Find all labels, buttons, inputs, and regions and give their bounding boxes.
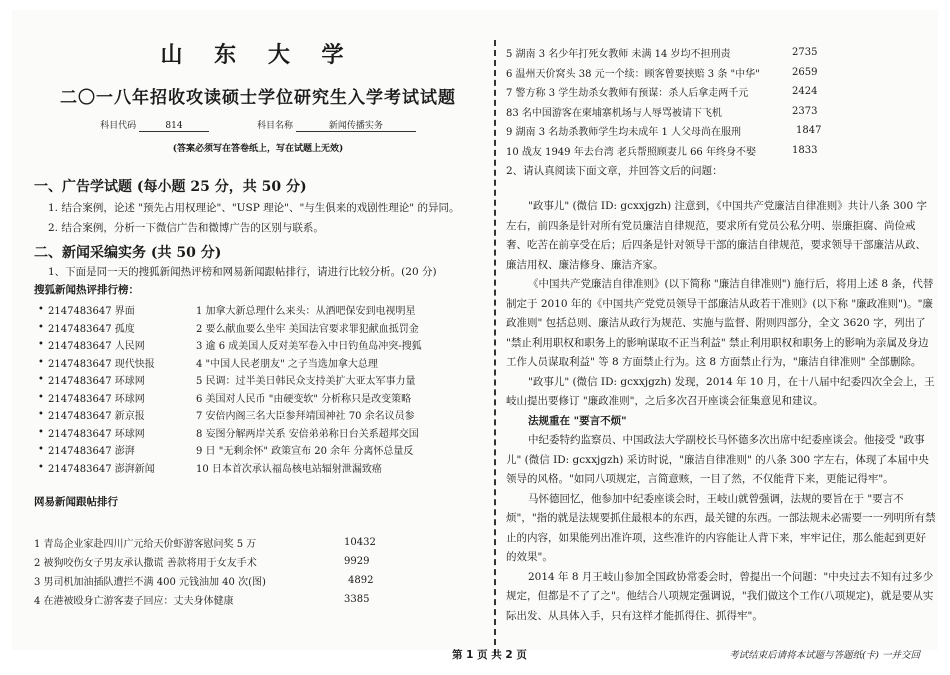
row-count: 1833 [792,144,818,156]
item-source: 2147483647 环球网 [48,376,145,388]
subject-meta [34,118,482,132]
right-column [506,43,936,626]
item-headline: 3 逾 6 成美国人反对美军卷入中日钓鱼岛冲突-搜狐 [196,341,422,353]
item-source: 2147483647 新京报 [48,411,145,423]
subject-code-label: 科目代码 [100,121,137,131]
table-row [34,552,482,571]
article-paragraph-4: 中纪委特约监察员、中国政法大学副校长马怀德多次出席中纪委座谈会。他接受 "政事儿" (微信 ID: gcxxjgzh) 采访时说，"廉洁自律准则" 的八条 300 字左右，体现了本届中央领导的风格。"如同八项规定，言简意赅，一目了然，不仅能背下来，更能记得牢"。 [506,434,929,485]
list-item: • 2147483647 澎湃新闻 10 日本首次承认福岛核电站辐射泄漏致癌 [34,459,482,477]
row-count: 4892 [348,575,374,586]
row-headline: 7 警方称 3 学生劫杀女教师有预谋：杀人后拿走两千元 [506,88,749,100]
item-source: 2147483647 界面 [48,306,135,318]
row-headline: 10 战友 1949 年去台湾 老兵帮照顾妻儿 66 年终身不娶 [506,146,756,158]
row-headline: 2 被狗咬伤女子男友承认撒谎 善款将用于女友手术 [34,558,257,569]
section1-heading: 一、广告学试题 (每小题 25 分，共 50 分) [34,179,307,195]
exam-title: 二〇一八年招收攻读硕士学位研究生入学考试试题 [60,88,456,108]
row-count: 2373 [792,105,818,117]
item-headline: 4 "中国人民老朋友" 之子当选加拿大总理 [196,358,378,370]
row-headline: 4 在港被殴身亡游客妻子回应：丈夫身体健康 [34,596,234,607]
footer-notice: 考试结束后请将本试题与答题纸(卡) 一并交回 [729,650,920,661]
article-paragraph-3: "政事儿" (微信 ID: gcxxjgzh) 发现，2014 年 10 月，在十八届中纪委四次全会上，王岐山提出要修订 "廉政准则"，之后多次召开座谈会征集意见和建议。 [506,375,935,407]
table-row [506,43,936,63]
netease-list-title: 网易新闻跟帖排行 [34,496,118,508]
item-headline: 8 妄图分解两岸关系 安倍弟弟称日台关系超邦交国 [196,428,419,440]
item-source: 2147483647 澎湃 [48,446,135,458]
table-row [34,590,482,609]
row-headline: 5 湖南 3 名少年打死女教师 未满 14 岁均不担刑责 [506,49,731,61]
section1-question-1: 1. 结合案例，论述 "预先占用权理论"、"USP 理论"、"与生俱来的戏剧性理论" 的异同。 [48,202,460,214]
subject-name-value: 新闻传播实务 [296,118,416,132]
list-item: • 2147483647 孤度 2 要么献血要么坐牢 美国法官要求罪犯献血抵罚金 [34,319,482,337]
item-headline: 5 民调：过半美日韩民众支持美扩大亚太军事力量 [196,376,416,388]
article-paragraph-6: 2014 年 8 月王岐山参加全国政协常委会时，曾提出一个问题："中央过去不知有过多少规定，但都是不了了之"。他结合八项规定强调说，"我们做这个工作(八项规定)，就是要从实际出发、从具体入手，只有这样才能抓得住、抓得牢"。 [506,570,934,622]
item-headline: 2 要么献血要么坐牢 美国法官要求罪犯献血抵罚金 [196,323,419,335]
subject-name-label: 科目名称 [257,121,294,131]
item-headline: 6 美国对人民币 "由硬变软" 分析称只是改变策略 [196,393,412,405]
row-headline: 3 男司机加油插队遭拦不满 400 元钱油加 40 次(图) [34,577,266,588]
row-count: 10432 [344,537,376,548]
table-row [34,533,482,552]
article-paragraph-2: 《中国共产党廉洁自律准则》(以下简称 "廉洁自律准则") 施行后，将用上述 8 条，代替制定于 2010 年的《中国共产党党员领导干部廉洁从政若干准则》(以下称 "廉政准则")。"廉政准则" 包括总则、廉洁从政行为规范、实施与监督、附则四部分，全文 3620 字，列出了 "禁止利用职权和职务上的影响谋取不正当利益" 禁止利用职权和职务上的影响为亲属及身边工作人员谋取利益" 等 8 方面禁止行为。这 8 方面禁止行为，"廉洁自律准则" 全部删除。 [506,278,934,368]
list-item: • 2147483647 环球网 8 妄图分解两岸关系 安倍弟弟称日台关系超邦交国 [34,424,482,442]
column-divider [494,40,496,655]
netease-ranking-continued [506,43,936,160]
section2-question-1: 1、下面是同一天的搜狐新闻热评榜和网易新闻跟帖排行，请进行比较分析。(20 分) [48,266,437,278]
university-title: 山 东 大 学 [160,42,356,68]
row-headline: 1 青岛企业家赴四川广元给天价虾游客慰问奖 5 万 [34,539,257,550]
subject-code-value: 814 [139,121,209,132]
table-row [506,63,936,83]
answer-notice: (答案必须写在答卷纸上，写在试题上无效) [172,144,344,154]
list-item: • 2147483647 现代快报 4 "中国人民老朋友" 之子当选加拿大总理 [34,354,482,372]
row-count: 2424 [792,86,818,98]
row-count: 1847 [796,125,822,137]
item-source: 2147483647 人民网 [48,341,145,353]
list-item: • 2147483647 环球网 5 民调：过半美日韩民众支持美扩大亚太军事力量 [34,371,482,389]
list-item: • 2147483647 澎湃 9 日 "无剩余怀" 政策宣布 20 余年 分离怀总量反 [34,441,482,459]
item-source: 2147483647 环球网 [48,393,145,405]
list-item: • 2147483647 新京报 7 安倍内阁三名大臣参拜靖国神社 70 余名议员参 [34,406,482,424]
subject-code-field [100,118,209,132]
item-headline: 7 安倍内阁三名大臣参拜靖国神社 70 余名议员参 [196,411,415,423]
sohu-ranking-list [34,301,482,476]
sohu-list-title: 搜狐新闻热评排行榜： [34,284,139,296]
subject-name-field [257,118,416,132]
left-column [34,38,482,609]
article-paragraph-5: 马怀德回忆，他参加中纪委座谈会时，王岐山就曾强调，法规的要旨在于 "要言不烦"，"指的就是法规要抓住最根本的东西，最关键的东西。一部法规未必需要一一列明所有禁止的内容，如果能列出准许项，这些准许的内容能让人背下来，牢牢记住，那么能起到更好的效果"。 [506,492,936,563]
section2-heading: 二、新闻采编实务 (共 50 分) [34,245,222,261]
table-row [34,571,482,590]
table-row [506,82,936,102]
row-headline: 83 名中国游客在柬埔寨机场与人辱骂被请下飞机 [506,107,722,119]
row-count: 9929 [344,556,370,567]
row-headline: 9 湖南 3 名劫杀教师学生均未成年 1 人父母尚在服刑 [506,127,741,139]
table-row [506,141,936,161]
item-source: 2147483647 孤度 [48,323,135,335]
item-source: 2147483647 环球网 [48,428,145,440]
netease-ranking-list [34,533,482,609]
item-headline: 10 日本首次承认福岛核电站辐射泄漏致癌 [196,463,382,475]
row-count: 3385 [344,594,370,605]
article-subheading: 法规重在 "要言不烦" [528,414,627,427]
list-item: • 2147483647 界面 1 加拿大新总理什么来头：从酒吧保安到电视明星 [34,301,482,319]
section2-question-2: 2、请认真阅读下面文章，并回答文后的问题： [506,165,723,177]
item-headline: 1 加拿大新总理什么来头：从酒吧保安到电视明星 [196,306,416,318]
list-item: • 2147483647 环球网 6 美国对人民币 "由硬变软" 分析称只是改变策略 [34,389,482,407]
article-paragraph-1: "政事儿" (微信 ID: gcxxjgzh) 注意到，《中国共产党廉洁自律准则》共计八条 300 字左右，前四条是针对所有党员廉洁自律规范，要求所有党员公私分明、崇廉拒腐、尚俭戒奢、吃苦在前享受在后；后四条是针对领导干部的廉洁自律规范，要求领导干部廉洁从政、廉洁用权、廉洁修身、廉洁齐家。 [506,200,927,271]
table-row [506,102,936,122]
section1-question-2: 2. 结合案例，分析一下微信广告和微博广告的区别与联系。 [48,222,324,234]
list-item: • 2147483647 人民网 3 逾 6 成美国人反对美军卷入中日钓鱼岛冲突-搜狐 [34,336,482,354]
row-count: 2659 [792,66,818,78]
page-number: 第 1 页 共 2 页 [452,649,527,661]
item-source: 2147483647 澎湃新闻 [48,463,155,475]
table-row [506,121,936,141]
row-count: 2735 [792,47,818,59]
item-headline: 9 日 "无剩余怀" 政策宣布 20 余年 分离怀总量反 [196,446,414,458]
exam-paper-page [12,10,938,661]
item-source: 2147483647 现代快报 [48,358,155,370]
row-headline: 6 温州天价窝头 38 元一个续：顾客曾要挟赔 3 条 "中华" [506,68,760,80]
